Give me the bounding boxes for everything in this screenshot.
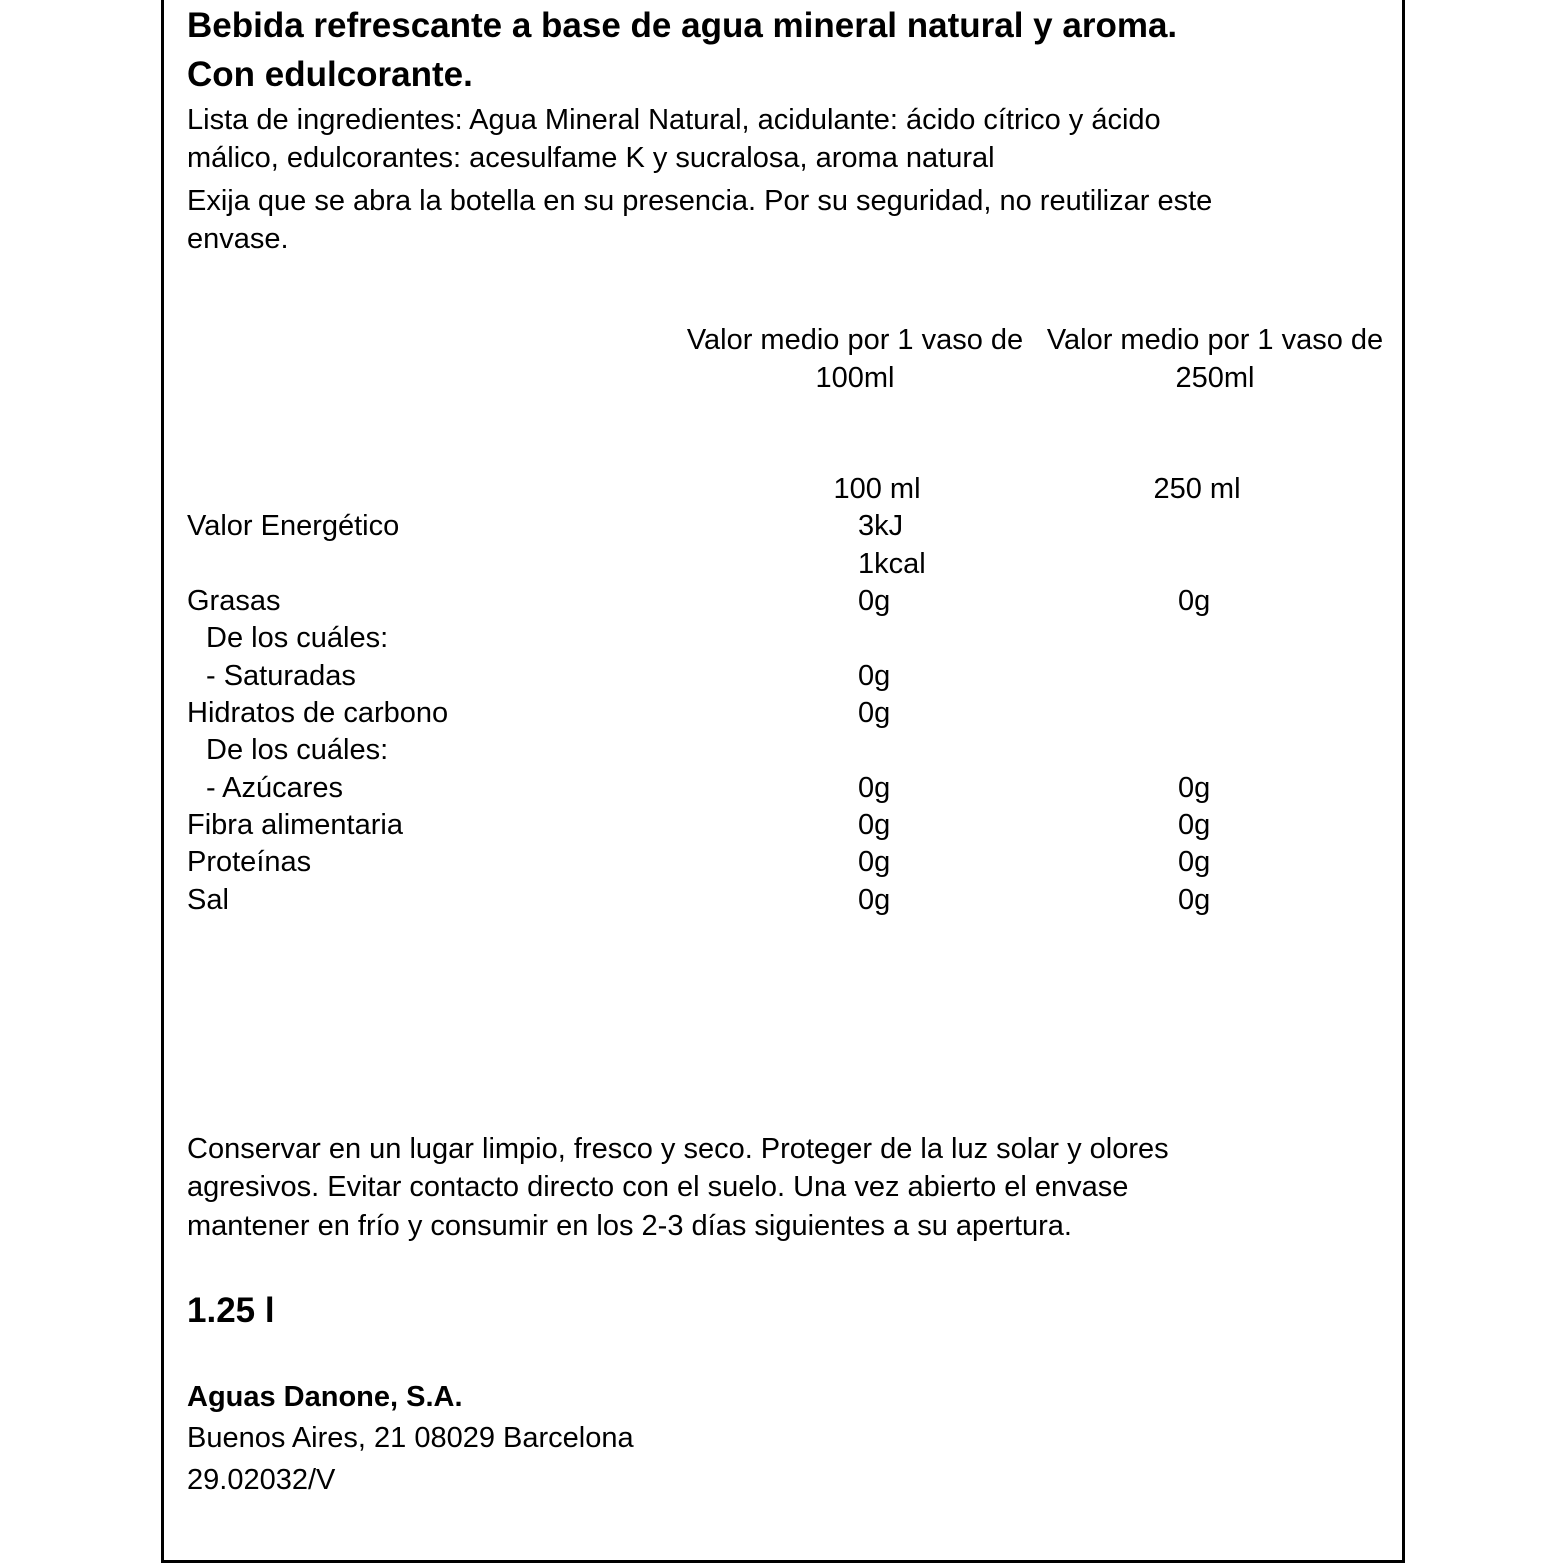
row-energy-kj: 3kJ — [858, 510, 904, 542]
row-energy-kcal: 1kcal — [858, 548, 926, 580]
row-label-energy: Valor Energético — [187, 510, 400, 542]
row-label-fat: Grasas — [187, 585, 281, 617]
company-address: Buenos Aires, 21 08029 Barcelona — [187, 1422, 634, 1454]
storage-line1: Conservar en un lugar limpio, fresco y seco. Proteger de la luz solar y olores — [187, 1133, 1169, 1165]
row-label-salt: Sal — [187, 884, 229, 916]
row-protein-v1: 0g — [858, 846, 891, 878]
storage-line2: agresivos. Evitar contacto directo con el suelo. Una vez abierto el envase — [187, 1171, 1129, 1203]
row-saturated-v1: 0g — [858, 660, 891, 692]
row-protein-v2: 0g — [1178, 846, 1211, 878]
row-label-of-which-2: De los cuáles: — [206, 734, 389, 766]
row-fiber-v2: 0g — [1178, 809, 1211, 841]
row-salt-v2: 0g — [1178, 884, 1211, 916]
product-title-line1: Bebida refrescante a base de agua mineral natural y aroma. — [187, 6, 1178, 45]
label-frame — [161, 0, 1405, 1563]
warning-line2: envase. — [187, 223, 289, 255]
company-name: Aguas Danone, S.A. — [187, 1381, 463, 1413]
row-label-fiber: Fibra alimentaria — [187, 809, 403, 841]
col1-unit: 100 ml — [833, 473, 921, 505]
row-fat-v2: 0g — [1178, 585, 1211, 617]
col1-header-line2: 100ml — [815, 362, 895, 394]
row-fat-v1: 0g — [858, 585, 891, 617]
row-carbs-v1: 0g — [858, 697, 891, 729]
row-label-saturated: - Saturadas — [206, 660, 356, 692]
row-sugars-v2: 0g — [1178, 772, 1211, 804]
col2-header-line2: 250ml — [1175, 362, 1255, 394]
row-fiber-v1: 0g — [858, 809, 891, 841]
col2-unit: 250 ml — [1153, 473, 1241, 505]
warning-line1: Exija que se abra la botella en su presencia. Por su seguridad, no reutilizar este — [187, 185, 1213, 217]
row-label-carbs: Hidratos de carbono — [187, 697, 449, 729]
row-label-of-which-1: De los cuáles: — [206, 622, 389, 654]
registry-number: 29.02032/V — [187, 1464, 336, 1496]
ingredients-line1: Lista de ingredientes: Agua Mineral Natural, acidulante: ácido cítrico y ácido — [187, 104, 1161, 136]
col2-header-line1: Valor medio por 1 vaso de — [1046, 324, 1384, 356]
storage-line3: mantener en frío y consumir en los 2-3 días siguientes a su apertura. — [187, 1210, 1072, 1242]
product-title-line2: Con edulcorante. — [187, 55, 473, 94]
col1-header-line1: Valor medio por 1 vaso de — [686, 324, 1024, 356]
ingredients-line2: málico, edulcorantes: acesulfame K y sucralosa, aroma natural — [187, 142, 995, 174]
row-salt-v1: 0g — [858, 884, 891, 916]
volume: 1.25 l — [187, 1291, 275, 1330]
row-label-sugars: - Azúcares — [206, 772, 343, 804]
row-label-protein: Proteínas — [187, 846, 312, 878]
row-sugars-v1: 0g — [858, 772, 891, 804]
